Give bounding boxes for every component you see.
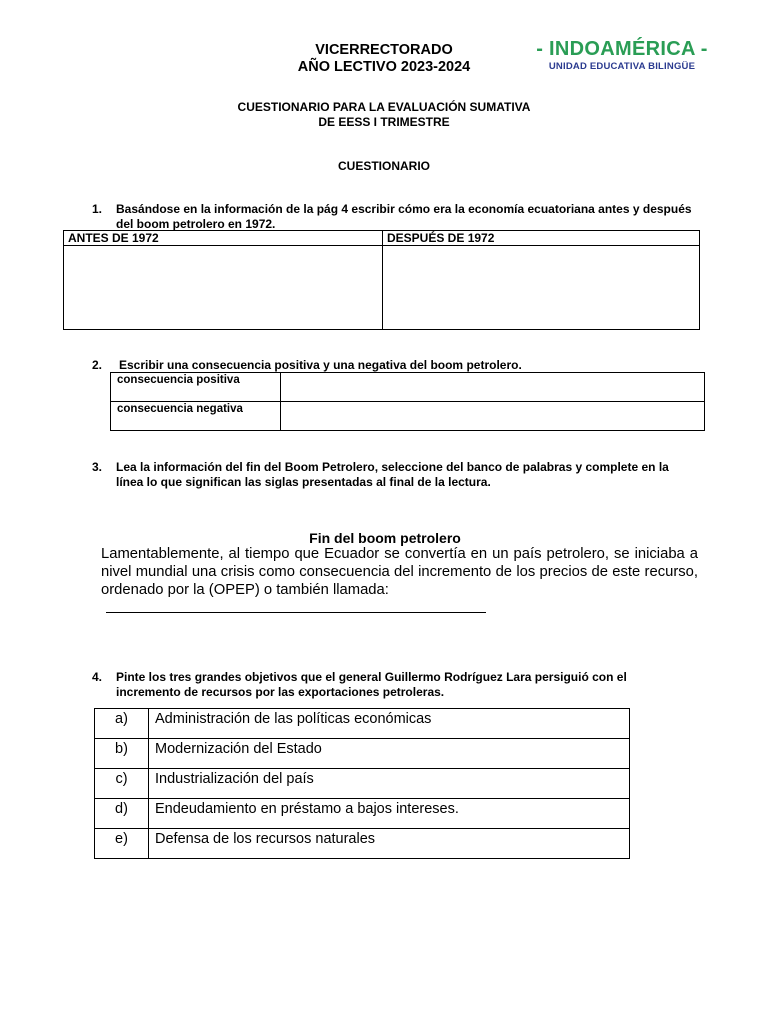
row-label-negative: consecuencia negativa: [111, 402, 281, 431]
option-text: Endeudamiento en préstamo a bajos intereses.: [149, 799, 630, 829]
reading-title: Fin del boom petrolero: [309, 530, 461, 546]
before-after-table: [63, 230, 700, 330]
option-letter: a): [95, 709, 149, 739]
objectives-table: [94, 708, 630, 859]
question-text: Basándose en la información de la pág 4 escribir cómo era la economía ecuatoriana antes y después del boom petrolero en 1972.: [116, 202, 692, 231]
option-text: Defensa de los recursos naturales: [149, 829, 630, 859]
option-letter: b): [95, 739, 149, 769]
answer-blank-line[interactable]: [106, 612, 486, 613]
exam-title: CUESTIONARIO PARA LA EVALUACIÓN SUMATIVA: [237, 100, 531, 114]
question-number: 3.: [92, 460, 103, 474]
answer-cell-after[interactable]: [383, 246, 700, 330]
header-vicerrectorado: VICERRECTORADO: [315, 42, 453, 58]
option-row[interactable]: [95, 799, 630, 829]
column-header-before: ANTES DE 1972: [64, 231, 383, 246]
school-logo-subtitle: UNIDAD EDUCATIVA BILINGÜE: [548, 61, 696, 72]
question-number: 1.: [92, 202, 103, 216]
option-row[interactable]: [95, 829, 630, 859]
answer-cell-negative[interactable]: [281, 402, 705, 431]
question-number: 2.: [92, 358, 103, 372]
header-school-year: AÑO LECTIVO 2023-2024: [297, 59, 471, 75]
school-logo: - INDOAMÉRICA -: [536, 38, 708, 60]
exam-subtitle: DE EESS I TRIMESTRE: [318, 115, 450, 129]
option-letter: d): [95, 799, 149, 829]
answer-cell-before[interactable]: [64, 246, 383, 330]
row-label-positive: consecuencia positiva: [111, 373, 281, 402]
question-text: Pinte los tres grandes objetivos que el general Guillermo Rodríguez Lara persiguió con el incremento de recursos por las exportaciones petroleras.: [116, 670, 627, 699]
section-title: CUESTIONARIO: [337, 159, 430, 173]
option-letter: c): [95, 769, 149, 799]
option-row[interactable]: [95, 739, 630, 769]
question-1: [92, 202, 692, 231]
option-row[interactable]: [95, 769, 630, 799]
question-number: 4.: [92, 670, 103, 684]
option-row[interactable]: [95, 709, 630, 739]
option-letter: e): [95, 829, 149, 859]
column-header-after: DESPUÉS DE 1972: [383, 231, 700, 246]
answer-cell-positive[interactable]: [281, 373, 705, 402]
option-text: Administración de las políticas económicas: [149, 709, 630, 739]
question-4: [92, 670, 692, 699]
question-text: Lea la información del fin del Boom Petrolero, seleccione del banco de palabras y complete en la línea lo que significan las siglas presentadas al final de la lectura.: [116, 460, 669, 489]
question-text: Escribir una consecuencia positiva y una negativa del boom petrolero.: [119, 358, 522, 372]
option-text: Modernización del Estado: [149, 739, 630, 769]
consequences-table: [110, 372, 705, 431]
option-text: Industrialización del país: [149, 769, 630, 799]
reading-text: Lamentablemente, al tiempo que Ecuador se convertía en un país petrolero, se iniciaba a nivel mundial una crisis como consecuencia del incremento de los precios de este recurso, ordenado por la (OPEP) o también llamada:: [101, 546, 698, 598]
question-3: [92, 460, 692, 489]
question-2: [92, 358, 692, 373]
